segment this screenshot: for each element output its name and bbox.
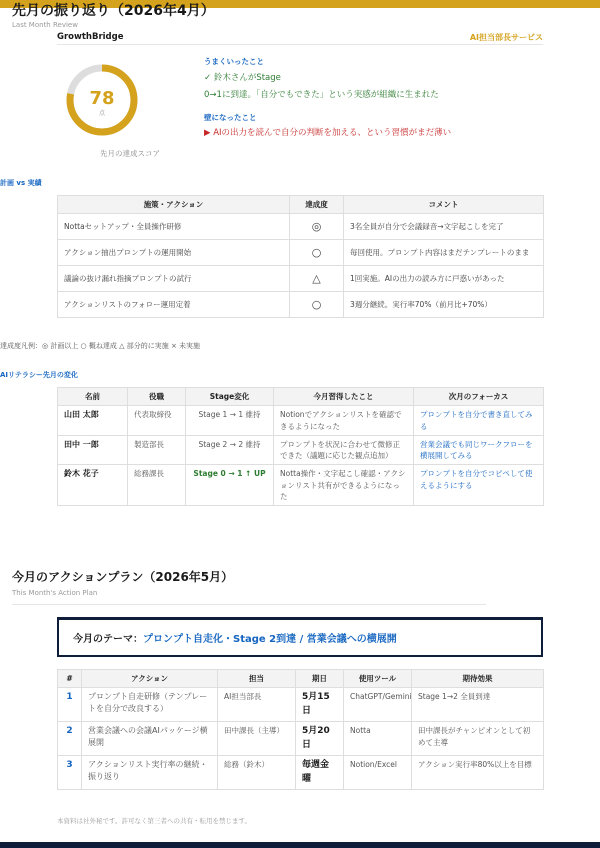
company-name: GrowthBridge (57, 32, 124, 42)
member-name: 鈴木 花子 (58, 465, 128, 506)
tool-cell: Notta (344, 722, 412, 756)
owner-cell: AI担当部長 (218, 688, 296, 722)
comment-cell: 3週分継続。実行率70%（前月比+70%） (344, 292, 544, 318)
col-header: 達成度 (290, 196, 344, 214)
action-cell: 議論の抜け漏れ指摘プロンプトの試行 (58, 266, 290, 292)
plan-vs-actual-label: 計画 vs 実績 (0, 179, 42, 187)
table-row (58, 266, 544, 292)
due-date: 5月20日 (296, 722, 344, 756)
score-label: 先月の達成スコア (100, 149, 160, 158)
section1-title: 先月の振り返り（2026年4月） (12, 3, 215, 19)
table-row (58, 240, 544, 266)
col-header: コメント (344, 196, 544, 214)
action-cell: アクション抽出プロンプトの運用開始 (58, 240, 290, 266)
action-cell: アクションリスト実行率の継続・振り返り (82, 756, 218, 790)
monthly-theme-box (57, 617, 543, 657)
col-header: 今月習得したこと (274, 388, 414, 406)
col-header: 期日 (296, 670, 344, 688)
circle-icon: ○ (290, 292, 344, 318)
row-number: 2 (58, 722, 82, 756)
effect-cell: アクション実行率80%以上を目標 (412, 756, 544, 790)
owner-cell: 田中課長（主導） (218, 722, 296, 756)
double-circle-icon: ◎ (290, 214, 344, 240)
action-plan-table (57, 669, 544, 790)
member-name: 山田 太郎 (58, 406, 128, 436)
tool-cell: ChatGPT/Gemini (344, 688, 412, 722)
table-row (58, 435, 544, 465)
tool-cell: Notion/Excel (344, 756, 412, 790)
table-row (58, 465, 544, 506)
col-header: アクション (82, 670, 218, 688)
good-line-1: ✓ 鈴木さんがStage (204, 73, 281, 83)
mark-legend: 達成度凡例：◎ 計画以上 ○ 概ね達成 △ 部分的に実施 × 未実施 (0, 342, 201, 350)
col-header: 名前 (58, 388, 128, 406)
stage-change: Stage 2 → 2 維持 (186, 435, 274, 465)
col-header: 担当 (218, 670, 296, 688)
bad-line: ▶ AIの出力を読んで自分の判断を加える、という習慣がまだ薄い (204, 128, 452, 138)
table-row (58, 756, 544, 790)
focus-cell: 営業会議でも同じワークフローを横展開してみる (414, 435, 544, 465)
section1-subtitle: Last Month Review (12, 21, 78, 29)
divider (57, 44, 543, 45)
col-header: 施策・アクション (58, 196, 290, 214)
literacy-label: AIリテラシー先月の変化 (0, 371, 78, 379)
action-cell: Nottaセットアップ・全員操作研修 (58, 214, 290, 240)
score-gauge (64, 62, 140, 138)
focus-cell: プロンプトを自分で書き直してみる (414, 406, 544, 436)
circle-icon: ○ (290, 240, 344, 266)
plan-vs-actual-table (57, 195, 544, 318)
owner-cell: 総務（鈴木） (218, 756, 296, 790)
col-header: 使用ツール (344, 670, 412, 688)
col-header: Stage変化 (186, 388, 274, 406)
score-value: 78 (89, 88, 115, 109)
stage-change: Stage 0 → 1 ↑ UP (186, 465, 274, 506)
bottom-accent-bar (0, 842, 600, 848)
section2-title: 今月のアクションプラン（2026年5月） (12, 570, 234, 584)
due-date: 5月15日 (296, 688, 344, 722)
stage-change: Stage 1 → 1 維持 (186, 406, 274, 436)
service-name: AI担当部長サービス (469, 33, 543, 42)
theme-label: 今月のテーマ： (73, 634, 143, 645)
learned-cell: プロンプトを状況に合わせて微修正できた（議題に応じた観点追加） (274, 435, 414, 465)
action-cell: プロンプト自走研修（テンプレートを自分で改良する） (82, 688, 218, 722)
section2-subtitle: This Month's Action Plan (12, 589, 98, 597)
learned-cell: Notionでアクションリストを確認できるようになった (274, 406, 414, 436)
table-row (58, 688, 544, 722)
good-line-2: 0→1に到達。「自分でもできた」という実感が組織に生まれた (204, 90, 439, 100)
effect-cell: 田中課長がチャンピオンとして初めて主導 (412, 722, 544, 756)
col-header: # (58, 670, 82, 688)
learned-cell: Notta操作・文字起こし確認・アクションリスト共有ができるようになった (274, 465, 414, 506)
confidential-footer: 本資料は社外秘です。許可なく第三者への共有・転用を禁じます。 (57, 817, 251, 825)
table-row (58, 406, 544, 436)
good-title: うまくいったこと (204, 57, 264, 66)
literacy-table (57, 387, 544, 506)
comment-cell: 毎回使用。プロンプト内容はまだテンプレートのまま (344, 240, 544, 266)
action-cell: アクションリストのフォロー運用定着 (58, 292, 290, 318)
score-unit: 点 (98, 110, 106, 117)
due-date: 毎週金曜 (296, 756, 344, 790)
member-role: 代表取締役 (128, 406, 186, 436)
action-cell: 営業会議への会議AIパッケージ横展開 (82, 722, 218, 756)
triangle-icon: △ (290, 266, 344, 292)
table-row (58, 722, 544, 756)
table-row (58, 214, 544, 240)
divider (12, 604, 486, 605)
comment-cell: 1回実施。AIの出力の読み方に戸惑いがあった (344, 266, 544, 292)
col-header: 次月のフォーカス (414, 388, 544, 406)
table-row (58, 292, 544, 318)
col-header: 期待効果 (412, 670, 544, 688)
table-header-row (58, 388, 544, 406)
focus-cell: プロンプトを自分でコピペして使えるようにする (414, 465, 544, 506)
comment-cell: 3名全員が自分で会議録音→文字起こしを完了 (344, 214, 544, 240)
member-role: 総務課長 (128, 465, 186, 506)
member-name: 田中 一郎 (58, 435, 128, 465)
effect-cell: Stage 1→2 全員到達 (412, 688, 544, 722)
theme-value: プロンプト自走化・Stage 2到達 / 営業会議への横展開 (143, 634, 397, 645)
member-role: 製造部長 (128, 435, 186, 465)
row-number: 3 (58, 756, 82, 790)
bad-title: 壁になったこと (204, 113, 257, 122)
table-header-row (58, 196, 544, 214)
col-header: 役職 (128, 388, 186, 406)
table-header-row (58, 670, 544, 688)
row-number: 1 (58, 688, 82, 722)
